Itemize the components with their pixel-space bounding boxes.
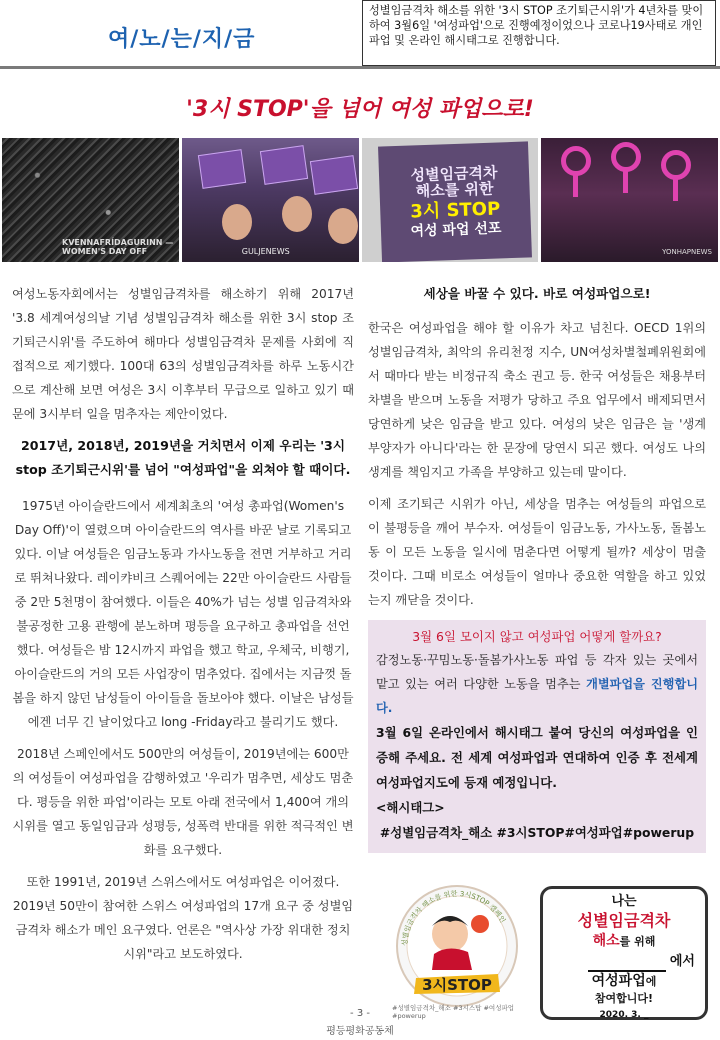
sign-word: 에 [645, 975, 657, 988]
sign-word: 해소 [592, 933, 620, 949]
protester-face [222, 204, 252, 240]
sign-word: 에서 [669, 954, 695, 969]
page-number: - 3 - [350, 1008, 370, 1019]
photo-watermark: YONHAPNEWS [662, 248, 712, 256]
subheading: 2017년, 2018년, 2019년을 거치면서 이제 우리는 '3시 stop 조기퇴근시위'를 넘어 "여성파업"을 외쳐야 할 때이다. [15, 438, 351, 477]
poster-line: 여성 파업 선포 [409, 220, 502, 240]
paragraph: 또한 1991년, 2019년 스위스에서도 여성파업은 이어졌다. 2019년 50만이 참여한 스위스 여성파업의 17개 요구 중 성별임금격차 해소가 메인 요구였다. 언론은 "역사상 가장 위대한 정치 시위"라고 보도하였다. [12, 875, 354, 961]
sign-line: 성별임금격차 [577, 911, 671, 930]
poster-line: 해소를 위한 [414, 180, 494, 201]
strike-poster [378, 141, 532, 262]
photo-strip [0, 138, 720, 262]
paragraph: 2018년 스페인에서도 500만의 여성들이, 2019년에는 600만의 여성들이 여성파업을 감행하였고 '우리가 멈추면, 세상도 멈춘다. 평등을 위한 파업'이라는 모토 아래 전국에서 1,400여 개의 시위를 열고 동일임금과 성평등, 성폭력 반대를 위한 적극적인 변화를 요구했다. [12, 747, 354, 857]
header-rule [0, 66, 720, 69]
protester-face [328, 208, 358, 244]
protest-sign [260, 145, 308, 185]
photo-strike-poster [362, 138, 539, 262]
badge-hashtags: #성별임금격차_해소 #3시스탑 #여성파업 #powerup [392, 1004, 515, 1020]
badge-logo-text: 3시STOP [422, 976, 492, 994]
protest-sign [310, 155, 358, 195]
photo-caption: KVENNAFRÍDAGURINN — WOMEN'S DAY OFF [62, 238, 174, 256]
left-column [12, 282, 354, 974]
strike-callout-box [368, 620, 706, 853]
callout-emphasis: 개별파업을 진행합니다. [376, 677, 699, 715]
paragraph: 1975년 아이슬란드에서 세계최초의 '여성 총파업(Women's Day Off)'이 열렸으며 아이슬란드의 역사를 바꾼 날로 기록되고 있다. 이날 여성들은 임금노동과 가사노동을 전면 거부하고 거리로 뛰쳐나왔다. 레이캬비크 스퀘어에는 22만 아이슬란드 사람들 중 2만 5천명이 참여했다. 이들은 40%가 넘는 성별 임금격차와 불공정한 고용 관행에 분노하며 평등을 요구하고 총파업을 선언했다. 여성들은 밤 12시까지 파업을 했고 학교, 우체국, 비행기, 아이슬란드의 거의 모든 사업장이 멈추었다. 집에서는 지금껏 돌봄을 하지 않던 남성들이 아이들을 돌보아야 했다. 이날은 남성들에겐 너무 긴 날이었다고 long -Friday라고 불리기도 했다. [12, 499, 354, 729]
protest-sign [198, 149, 246, 189]
footer-organization: 평등평화공동체 [326, 1026, 394, 1037]
female-symbol-icon [561, 146, 591, 176]
right-column [368, 282, 706, 853]
poster-line: 3시 STOP [409, 198, 501, 223]
sign-word: 를 위해 [619, 935, 656, 948]
female-symbol-icon [611, 142, 641, 172]
sign-word: 여성파업 [591, 973, 646, 989]
callout-title: 3월 6일 모이지 않고 여성파업 어떻게 할까요? [412, 629, 662, 644]
sign-line [543, 952, 705, 972]
badge-ring-text: 성별임금격차 해소를 위한 3시STOP 캠페인 [400, 889, 507, 947]
photo-female-symbols [541, 138, 718, 262]
hashtag-list: #성별임금격차_해소 #3시STOP#여성파업#powerup [379, 825, 695, 840]
protester-face [282, 196, 312, 232]
strike-pledge-sign [540, 886, 708, 1020]
sign-line [543, 931, 705, 952]
page-header [0, 0, 720, 82]
female-symbol-icon [661, 150, 691, 180]
sign-line [543, 972, 705, 991]
callout-body-text: 감정노동·꾸밈노동·돌봄가사노동 파업 등 각자 있는 곳에서 맡고 있는 여러 다양한 노동을 멈추는 [376, 653, 698, 691]
poster-line: 성별임금격차 [409, 163, 498, 185]
header-note-box: 성별임금격차 해소를 위한 '3시 STOP 조기퇴근시위'가 4년차를 맞이하여 3월6일 '여성파업'으로 진행예정이었으나 코로나19사태로 개인파업 및 온라인 해시태그로 진행합니다. [362, 0, 716, 66]
section-title: 여/노/는/지/금 [108, 27, 256, 52]
sign-line: 나는 [611, 894, 637, 909]
paragraph: 이제 조기퇴근 시위가 아닌, 세상을 멈추는 여성들의 파업으로 이 불평등을 깨어 부수자. 여성들이 임금노동, 가사노동, 돌봄노동 이 모든 노동을 일시에 멈춘다면 어떻게 될까? 세상이 멈출 것이다. 그때 비로소 여성들이 얼마나 중요한 역할을 하고 있었는지 깨닫을 것이다. [368, 497, 706, 607]
photo-spain-strike [182, 138, 359, 262]
paragraph: 여성노동자회에서는 성별임금격차를 해소하기 위해 2017년 '3.8 세계여성의날 기념 성별임금격차 해소를 위한 3시 stop 조기퇴근시위'를 주도하여 해마다 성별임금격차 문제를 사회에 직접적으로 제기했다. 100대 63의 성별임금격차를 하루 노동시간으로 계산해 보면 여성은 3시 이후부터 무급으로 일하고 있기 때문에 3시부터 일을 멈추자는 제안이었다. [12, 287, 354, 421]
callout-body [376, 648, 698, 720]
photo-iceland-rally [2, 138, 179, 262]
sign-line: 참여합니다! [594, 992, 654, 1005]
headline: '3시 STOP'을 넘어 여성 파업으로! [186, 97, 534, 122]
3si-stop-badge-logo [388, 884, 526, 1014]
paragraph: 한국은 여성파업을 해야 할 이유가 차고 넘친다. OECD 1위의 성별임금격차, 최악의 유리천정 지수, UN여성차별철폐위원회에서 때마다 받는 비정규직 축소 권고 등. 한국 여성들은 채용부터 차별을 받으며 노동을 저평가 당하고 주요 업무에서 배제되면서 당연하게 낮은 임금을 받고 있다. 여성의 낮은 임금은 늘 '생계 부양자가 아니다'라는 한 문장에 당연시 되곤 했다. 여성도 나의 생계를 책임지고 가족을 부양하고 있는데 말이다. [368, 321, 706, 479]
callout-instruction: 3월 6일 온라인에서 해시태그 붙여 당신의 여성파업을 인증해 주세요. 전 세계 여성파업과 연대하여 인증 후 전세계 여성파업지도에 등재 예정입니다. [376, 725, 698, 790]
photo-watermark: GULJENEWS [241, 247, 290, 256]
sign-date: 2020. 3. _ [599, 1010, 649, 1020]
hashtag-label: <해시태그> [376, 800, 445, 815]
subheading: 세상을 바꿀 수 있다. 바로 여성파업으로! [423, 286, 651, 301]
